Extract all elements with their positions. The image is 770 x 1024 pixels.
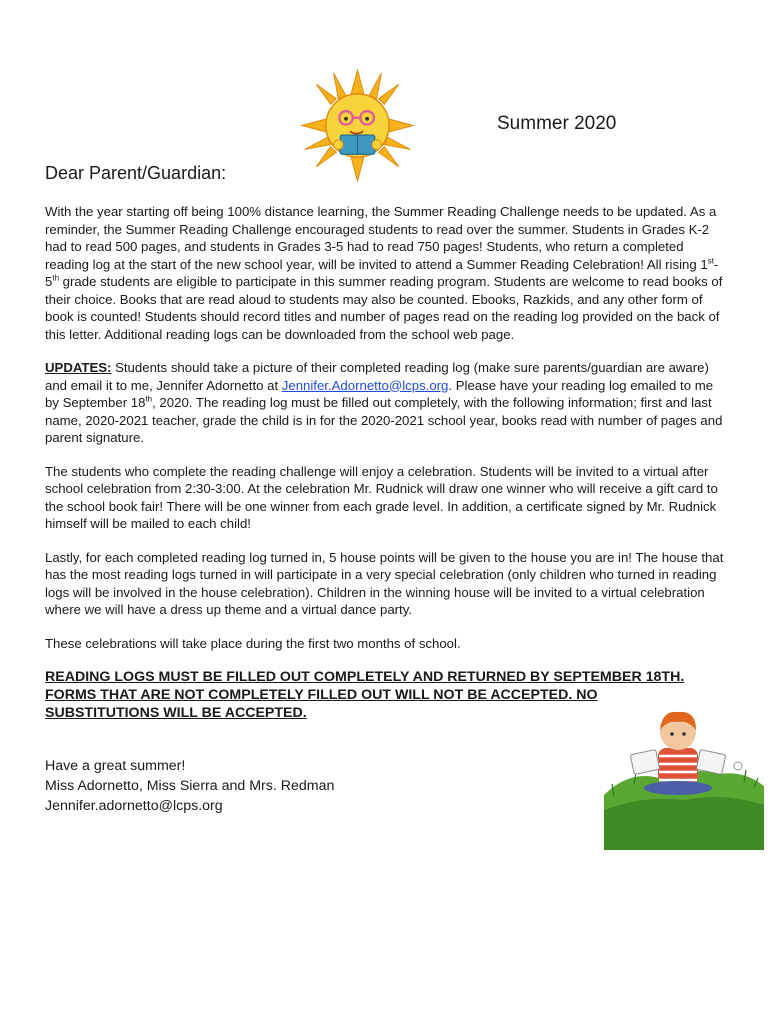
email-link[interactable]: Jennifer.Adornetto@lcps.org	[281, 377, 449, 393]
paragraph-updates-a: Students should take a picture of their completed reading log (make sure parents/guardian are aware) and email it to me, Jennifer Adornetto at	[45, 360, 709, 393]
paragraph-celebration: The students who complete the reading challenge will enjoy a celebration. Students will be invited to a virtual after school celebration from 2:30-3:00. At the celebration Mr. Rudnick will draw one winner who will receive a gift card to the school book fair! There will be one winner from each grade level. In addition, a certificate signed by Mr. Rudnick himself will be mailed to each child!	[45, 463, 718, 531]
paragraph-intro-mid: -5	[45, 256, 719, 289]
paragraph-intro-a: With the year starting off being 100% distance learning, the Summer Reading Challenge needs to be updated. As a reminder, the Summer Reading Challenge encouraged students to read over the summer. Students in Grades K-2 had to read 500 pages, and students in Grades 3-5 had to read 750 pages! Students, who return a completed reading log at the start of the new school year, will be invited to attend a Summer Reading Celebration! All rising	[45, 204, 717, 272]
superscript-th: th	[52, 273, 60, 283]
paragraph-intro-b: grade students are eligible to participate in this summer reading program. Students are welcome to read books of their choice. Books that are read aloud to students may also be counted. Ebooks, Razkids, and any other form of book is counted! Students should record titles and number of pages read on the reading log provided on the back of this letter. Additional reading logs can be downloaded from the school web page.	[45, 274, 723, 342]
superscript-st: st	[707, 256, 714, 266]
paragraph-updates-b: . Please have your reading log emailed to me by September 18	[45, 377, 714, 410]
reading-sun-illustration	[300, 68, 415, 183]
page-title: Summer 2020	[497, 113, 617, 134]
paragraph-intro-num: 1	[700, 256, 708, 272]
closing-signature: Miss Adornetto, Miss Sierra and Mrs. Redman	[45, 778, 335, 794]
updates-label: UPDATES:	[45, 360, 112, 375]
closing-greeting: Have a great summer!	[45, 758, 186, 774]
salutation: Dear Parent/Guardian:	[45, 163, 227, 183]
deadline-warning: READING LOGS MUST BE FILLED OUT COMPLETELY AND RETURNED BY SEPTEMBER 18TH. FORMS THAT ARE NOT COMPLETELY FILLED OUT WILL NOT BE ACCEPTED. NO SUBSTITUTIONS WILL BE ACCEPTED.	[45, 669, 685, 721]
paragraph-updates-c: , 2020. The reading log must be filled out completely, with the following information; first and last name, 2020-2021 teacher, grade the child is in for the 2020-2021 school year, books read with number of pages and parent signature.	[45, 395, 723, 445]
paragraph-updates	[45, 359, 727, 447]
superscript-th-date: th	[145, 394, 153, 404]
reading-child-on-grass-illustration	[604, 700, 764, 850]
paragraph-timing: These celebrations will take place during the first two months of school.	[45, 635, 461, 651]
paragraph-intro	[45, 203, 727, 343]
closing-email: Jennifer.adornetto@lcps.org	[45, 798, 223, 814]
paragraph-house-points: Lastly, for each completed reading log turned in, 5 house points will be given to the house you are in! The house that has the most reading logs turned in will participate in a very special celebration (only children who turned in reading logs will be involved in the house celebration). Children in the winning house will be invited to a virtual celebration where we will have a dress up theme and a virtual dance party.	[45, 549, 724, 617]
